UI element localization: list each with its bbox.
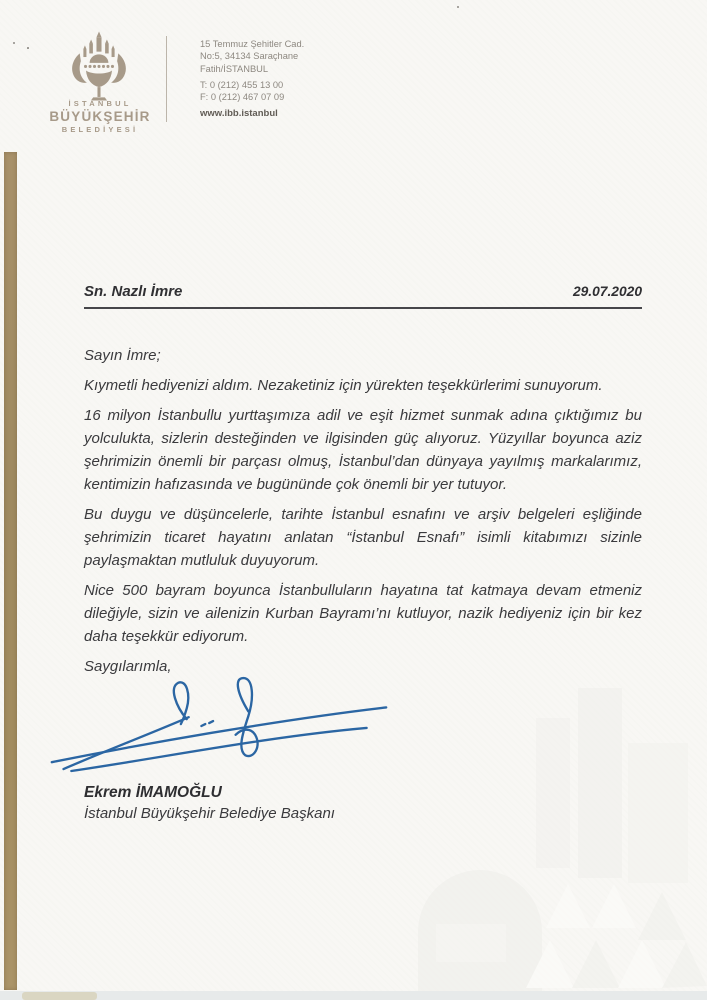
recipient-name: Sn. Nazlı İmre — [84, 283, 183, 300]
signer-title: İstanbul Büyükşehir Belediye Başkanı — [84, 805, 335, 822]
scan-corner-smudge — [22, 992, 97, 1000]
scan-speck — [13, 42, 15, 44]
letterhead-divider — [166, 36, 167, 122]
scanner-bed-strip — [0, 991, 707, 1000]
letter-date: 29.07.2020 — [572, 284, 642, 299]
letter-body — [84, 344, 642, 685]
address-line: Fatih/İSTANBUL — [200, 63, 269, 74]
signature-ink — [42, 676, 394, 776]
scan-speck — [27, 47, 29, 49]
paragraph-4: Nice 500 bayram boyunca İstanbulluların hayatına tat katmaya devam etmeniz dileğiyle, sizin ve ailenizin Kurban Bayramı’nı kutluyor, nazik hediyeniz için bir kez daha teşekkür ediyorum. — [84, 582, 642, 645]
address-line: No:5, 34134 Saraçhane — [200, 51, 299, 62]
signer-name: Ekrem İMAMOĞLU — [84, 784, 222, 801]
paragraph-1: Kıymetli hediyenizi aldım. Nezaketiniz için yürekten teşekkürlerimi sunuyorum. — [84, 377, 603, 394]
recipient-row — [84, 283, 642, 309]
org-name-istanbul: İSTANBUL — [68, 99, 132, 108]
address-block — [200, 38, 304, 75]
org-name-buyuksehir: BÜYÜKŞEHİR — [49, 109, 151, 124]
scan-speck — [457, 6, 459, 8]
address-line: 15 Temmuz Şehitler Cad. — [200, 39, 305, 49]
paragraph-2: 16 milyon İstanbullu yurttaşımıza adil ve eşit hizmet sunmak adına çıktığımız bu yolculukta, sizlerin desteğinden ve ilgisinden güç alıyoruz. Yüzyıllar boyunca aziz şehrimizin önemli bir parçası olmuş, İstanbul’dan dünyaya yayılmış markalarımız, kentimizin hafızasında ve bugününde çok önemli bir yer tutuyor. — [84, 407, 642, 493]
mosque-skyline-watermark — [418, 688, 707, 994]
scan-edge-strip — [4, 152, 17, 990]
website-text: www.ibb.istanbul — [200, 108, 278, 119]
paragraph-3: Bu duygu ve düşüncelerle, tarihte İstanbul esnafını ve arşiv belgeleri eşliğinde şehrimizin ticaret hayatını anlatan “İstanbul Esnafı” isimli kitabımızı sizinle paylaşmaktan mutluluk duyuyorum. — [84, 506, 642, 569]
org-name-block — [25, 99, 175, 134]
phone-line: T: 0 (212) 455 13 00 — [200, 80, 284, 90]
fax-line: F: 0 (212) 467 07 09 — [200, 92, 285, 103]
ibb-emblem-icon — [62, 31, 136, 101]
closing: Saygılarımla, — [84, 658, 172, 675]
org-name-belediyesi: BELEDİYESİ — [61, 125, 139, 134]
contact-block — [200, 79, 284, 104]
signer-block — [84, 784, 335, 822]
salutation: Sayın İmre; — [84, 347, 161, 364]
